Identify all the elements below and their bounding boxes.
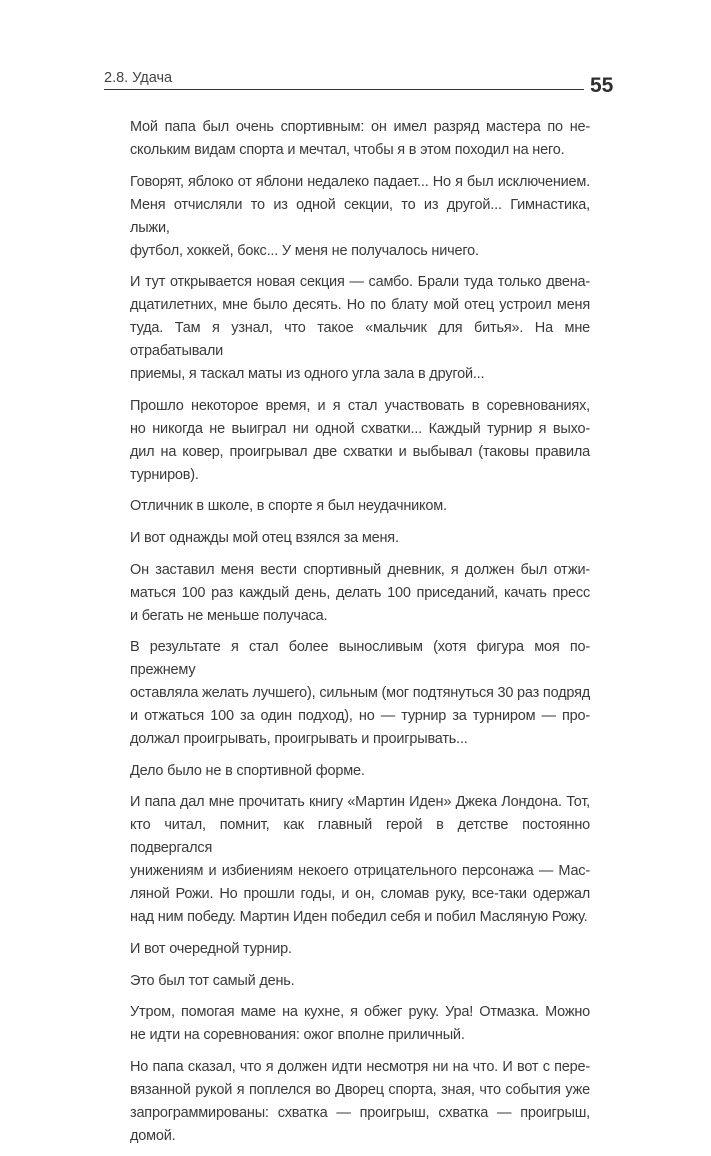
text-line: Мой папа был очень спортивным: он имел разряд мастера по не- <box>130 119 590 135</box>
text-line: кто читал, помнит, как главный герой в детстве постоянно подвергался <box>130 817 590 857</box>
text-line: В результате я стал более выносливым (хотя фигура моя по-прежнему <box>130 639 590 679</box>
paragraph <box>130 495 590 518</box>
text-line: Утром, помогая маме на кухне, я обжег руку. Ура! Отмазка. Можно <box>130 1004 590 1021</box>
paragraph <box>130 395 590 487</box>
paragraph <box>130 271 590 386</box>
text-line: Это был тот самый день. <box>130 972 295 989</box>
paragraph <box>130 116 590 162</box>
paragraph <box>130 1001 590 1047</box>
text-line: над ним победу. Мартин Иден победил себя и побил Масляную Рожу. <box>130 909 588 926</box>
text-line: туда. Там я узнал, что такое «мальчик для битья». На мне отрабатывали <box>130 320 590 360</box>
text-line: домой. <box>130 1127 176 1144</box>
paragraph <box>130 970 590 993</box>
page-number: 55 <box>590 74 614 97</box>
text-line: оставляла желать лучшего), сильным (мог подтянуться 30 раз подряд <box>130 685 590 702</box>
text-line: И папа дал мне прочитать книгу «Мартин Иден» Джека Лондона. Тот, <box>130 794 590 811</box>
text-line: футбол, хоккей, бокс... У меня не получалось ничего. <box>130 242 479 259</box>
paragraph <box>130 938 590 961</box>
text-line: не идти на соревнования: ожог вполне приличный. <box>130 1027 465 1044</box>
header-rule <box>104 89 584 90</box>
text-line: Отличник в школе, в спорте я был неудачником. <box>130 498 447 515</box>
paragraph <box>130 527 590 550</box>
text-line: приемы, я таскал маты из одного угла зала в другой... <box>130 366 485 383</box>
paragraph <box>130 636 590 751</box>
paragraph <box>130 559 590 628</box>
text-line: Дело было не в спортивной форме. <box>130 762 365 779</box>
text-line: дил на ковер, проигрывал две схватки и выбывал (таковы правила <box>130 443 590 460</box>
text-line: Он заставил меня вести спортивный дневник, я должен был отжи- <box>130 561 590 578</box>
text-line: И вот однажды мой отец взялся за меня. <box>130 529 399 546</box>
text-line: но никогда не выиграл ни одной схватки... Каждый турнир я выхо- <box>130 420 590 437</box>
text-line: турниров). <box>130 466 199 483</box>
text-line: должал проигрывать, проигрывать и проигрывать... <box>130 731 468 748</box>
body-text <box>130 116 590 1156</box>
text-line: дцатилетних, мне было десять. Но по блату мой отец устроил меня <box>130 297 590 314</box>
text-line: Прошло некоторое время, и я стал участвовать в соревнованиях, <box>130 397 590 414</box>
paragraph <box>130 1056 590 1148</box>
text-line: И вот очередной турнир. <box>130 940 292 957</box>
running-head: 2.8. Удача <box>104 70 173 86</box>
paragraph <box>130 760 590 783</box>
text-line: маться 100 раз каждый день, делать 100 приседаний, качать пресс <box>130 584 590 601</box>
text-line: скольким видам спорта и мечтал, чтобы я в этом походил на него. <box>130 142 565 158</box>
text-line: ляной Рожи. Но прошли годы, и он, сломав руку, все-таки одержал <box>130 886 590 903</box>
text-line: вязанной рукой я поплелся во Дворец спорта, зная, что события уже <box>130 1081 590 1098</box>
text-line: Говорят, яблоко от яблони недалеко падает... Но я был исключением. <box>130 173 590 190</box>
text-line: И тут открывается новая секция — самбо. Брали туда только двена- <box>130 274 590 291</box>
text-line: и отжаться 100 за один подход), но — турнир за турниром — про- <box>130 708 590 725</box>
text-line: Но папа сказал, что я должен идти несмотря ни на что. И вот с пере- <box>130 1058 590 1075</box>
text-line: и бегать не меньше получаса. <box>130 607 328 624</box>
text-line: запрограммированы: схватка — проигрыш, схватка — проигрыш, <box>130 1104 590 1121</box>
paragraph <box>130 791 590 929</box>
paragraph <box>130 171 590 263</box>
text-line: Меня отчисляли то из одной секции, то из другой... Гимнастика, лыжи, <box>130 196 590 236</box>
text-line: унижениям и избиениям некоего отрицательного персонажа — Мас- <box>130 863 590 880</box>
